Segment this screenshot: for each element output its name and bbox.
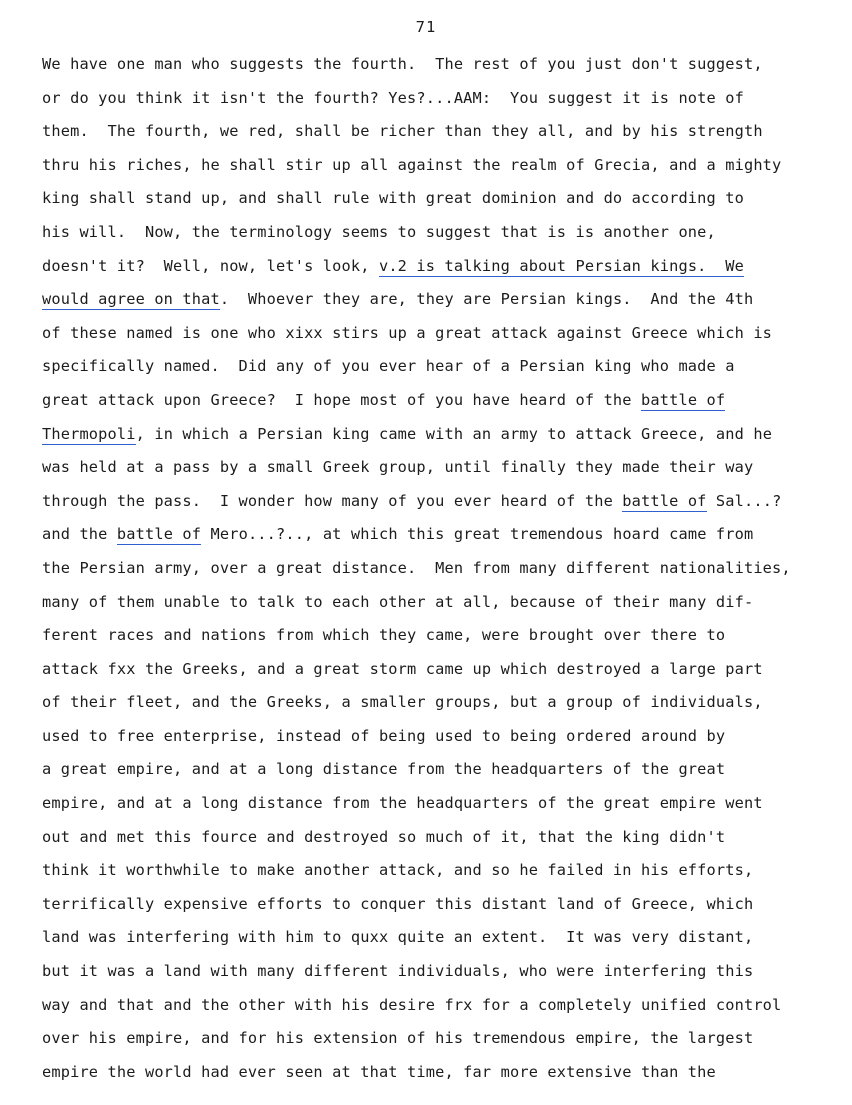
body-text: [42, 52, 848, 1093]
text-line: his will. Now, the terminology seems to suggest that is is another one,: [42, 222, 716, 241]
page-number: 71: [415, 18, 437, 36]
text-line: doesn't it? Well, now, let's look, v.2 is talking about Persian kings. We: [42, 256, 744, 275]
underlined-phrase: battle of: [641, 390, 726, 409]
underlined-phrase: battle of: [622, 491, 707, 510]
text-line: great attack upon Greece? I hope most of you have heard of the battle of: [42, 390, 726, 409]
underlined-phrase: would agree on that: [42, 290, 220, 309]
text-line: of their fleet, and the Greeks, a smaller groups, but a group of individuals,: [42, 693, 763, 712]
text-line: of these named is one who xixx stirs up a great attack against Greece which is: [42, 323, 773, 342]
underlined-phrase: battle of: [116, 525, 202, 544]
text-line: but it was a land with many different individuals, who were interfering this: [42, 962, 754, 981]
text-line: the Persian army, over a great distance. Men from many different nationalities,: [42, 558, 791, 577]
text-line: specifically named. Did any of you ever hear of a Persian king who made a: [42, 357, 735, 376]
text-line: and the battle of Mero...?.., at which this great tremendous hoard came from: [42, 525, 754, 544]
text-line: many of them unable to talk to each other at all, because of their many dif-: [42, 592, 754, 611]
text-line: empire the world had ever seen at that time, far more extensive than the: [42, 1062, 716, 1081]
text-line: attack fxx the Greeks, and a great storm came up which destroyed a large part: [42, 659, 763, 678]
text-line: out and met this fource and destroyed so much of it, that the king didn't: [42, 827, 726, 846]
text-line: a great empire, and at a long distance from the headquarters of the great: [42, 760, 726, 779]
text-line: land was interfering with him to quxx quite an extent. It was very distant,: [42, 928, 754, 947]
text-line: used to free enterprise, instead of being used to being ordered around by: [42, 726, 726, 745]
text-line: would agree on that. Whoever they are, they are Persian kings. And the 4th: [42, 290, 754, 309]
text-line: We have one man who suggests the fourth. The rest of you just don't suggest,: [42, 55, 763, 73]
text-line: them. The fourth, we red, shall be richer than they all, and by his strength: [42, 122, 763, 141]
text-line: was held at a pass by a small Greek group, until finally they made their way: [42, 458, 754, 477]
underlined-phrase: v.2 is talking about Persian kings. We: [378, 256, 744, 275]
text-line: or do you think it isn't the fourth? Yes?...AAM: You suggest it is note of: [42, 88, 744, 107]
text-line: way and that and the other with his desire frx for a completely unified control: [42, 995, 782, 1014]
text-line: ferent races and nations from which they came, were brought over there to: [42, 626, 726, 645]
text-line: think it worthwhile to make another attack, and so he failed in his efforts,: [42, 861, 754, 880]
text-line: king shall stand up, and shall rule with great dominion and do according to: [42, 189, 744, 208]
text-line: over his empire, and for his extension of his tremendous empire, the largest: [42, 1029, 754, 1048]
text-line: thru his riches, he shall stir up all against the realm of Grecia, and a mighty: [42, 155, 782, 174]
text-line: empire, and at a long distance from the headquarters of the great empire went: [42, 794, 763, 813]
text-line: through the pass. I wonder how many of you ever heard of the battle of Sal...?: [42, 491, 782, 510]
text-line: terrifically expensive efforts to conquer this distant land of Greece, which: [42, 894, 754, 913]
text-line: Thermopoli, in which a Persian king came with an army to attack Greece, and he: [42, 424, 773, 443]
underlined-phrase: Thermopoli: [42, 424, 136, 443]
